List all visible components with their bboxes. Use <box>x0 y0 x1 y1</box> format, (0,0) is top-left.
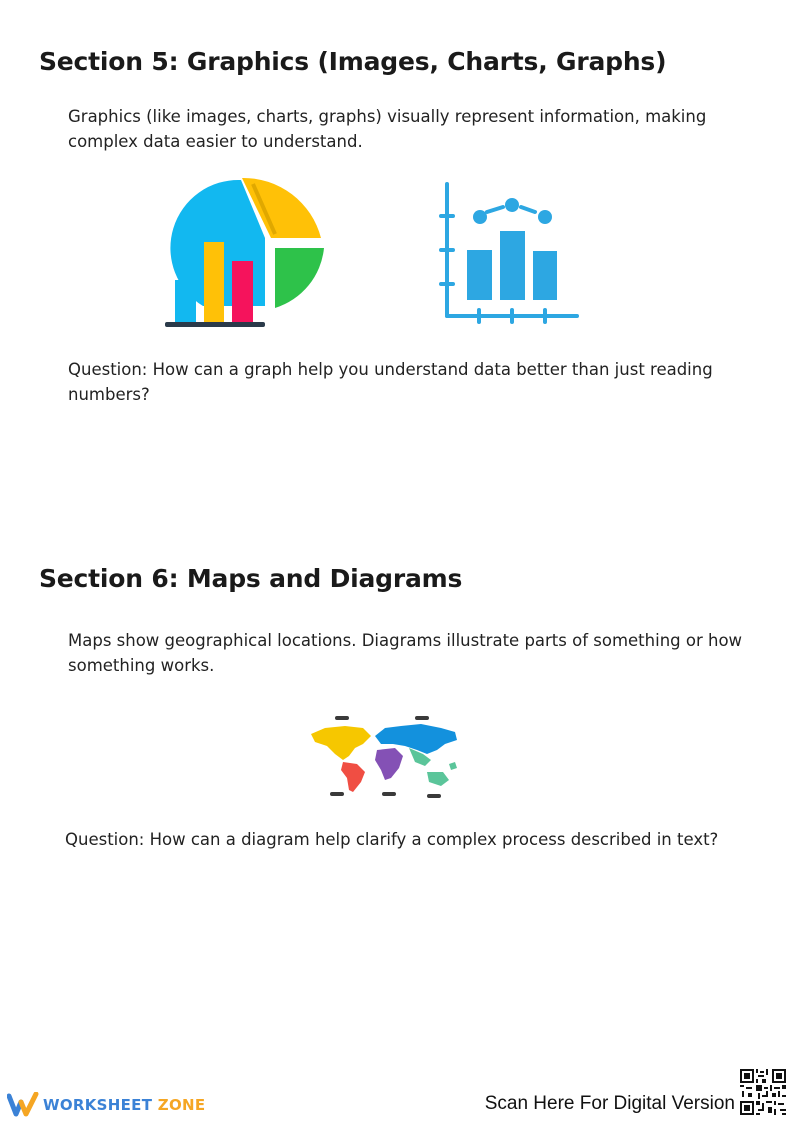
section-5-description: Graphics (like images, charts, graphs) visually represent information, making complex data easier to understand. <box>68 107 707 151</box>
world-map-icon <box>305 714 463 800</box>
worksheet-zone-logo[interactable] <box>7 1091 205 1119</box>
section-5-question: Question: How can a graph help you understand data better than just reading numbers? <box>68 360 713 404</box>
logo-w-icon <box>7 1092 39 1118</box>
logo-text-zone: ZONE <box>157 1096 206 1114</box>
scan-here-text: Scan Here For Digital Version <box>484 1093 735 1114</box>
section-5-title: Section 5: Graphics (Images, Charts, Graphs) <box>39 47 667 76</box>
logo-text-worksheet: WORKSHEET <box>43 1096 153 1114</box>
section-6-description: Maps show geographical locations. Diagrams illustrate parts of something or how something works. <box>68 631 743 675</box>
section-6-title: Section 6: Maps and Diagrams <box>39 564 463 593</box>
bar-graph-icon <box>437 180 583 324</box>
section-6-question: Question: How can a diagram help clarify a complex process described in text? <box>65 830 719 849</box>
qr-code-icon[interactable] <box>740 1069 786 1115</box>
pie-bar-chart-icon <box>163 176 327 328</box>
